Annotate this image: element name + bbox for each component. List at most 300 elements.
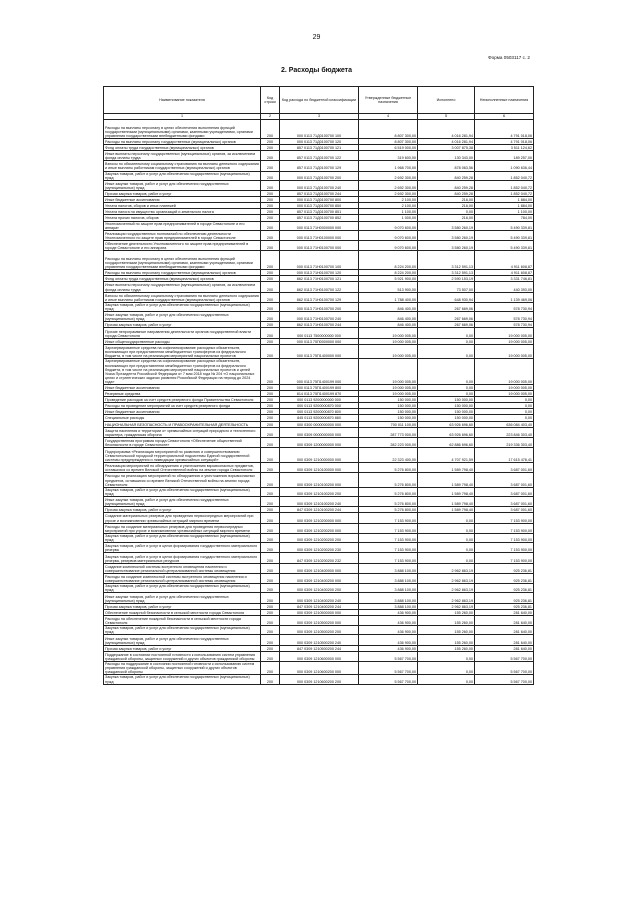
row-approved: 150 000,00 <box>359 415 418 421</box>
row-executed: 0,00 <box>418 359 475 385</box>
row-name: Иные выплаты персоналу государственных (муниципальных) органов, за исключением фонда оплаты труда <box>104 150 261 160</box>
row-name: Реализация государственных полномочий по обеспечению деятельности Уполномоченного по защите прав предпринимателей в городе Севастополе <box>104 230 261 240</box>
table-row <box>104 662 534 675</box>
table-row <box>104 230 534 240</box>
row-unexecuted: 19 000 005,00 <box>475 359 534 385</box>
row-name: Расходы на проведение мероприятий за счет средств резервного фонда <box>104 403 261 409</box>
row-line-code: 200 <box>261 209 280 215</box>
row-unexecuted: 0,00 <box>475 397 534 403</box>
row-classification-code: 000 0113 75П1400199 000 <box>280 359 359 385</box>
row-name: Расходы на выплаты персоналу государственных (муниципальных) органов <box>104 270 261 276</box>
row-classification-code: 000 0309 1210200200 200 <box>280 533 359 542</box>
row-line-code: 200 <box>261 391 280 397</box>
row-line-code: 200 <box>261 215 280 221</box>
row-line-code: 200 <box>261 397 280 403</box>
row-name: Иные закупки товаров, работ и услуг для обеспечения государственных (муниципальных) нужд <box>104 593 261 603</box>
row-approved: 5 276 800,00 <box>359 496 418 506</box>
row-line-code: 200 <box>261 409 280 415</box>
row-line-code: 200 <box>261 344 280 359</box>
row-classification-code: 000 0309 1210500200 000 <box>280 615 359 625</box>
row-executed: 155 260,00 <box>418 645 475 651</box>
row-name: Иные закупки товаров, работ и услуг для обеспечения государственных (муниципальных) нужд <box>104 496 261 506</box>
row-name: Подпрограмма «Реализация мероприятий по развитию и совершенствованию Севастопольской городской территориальной подсистемы Единой государственной системы предупреждения и ликвидации чрезвычайных ситуаций» <box>104 448 261 463</box>
row-classification-code: 000 0309 1210400000 000 <box>280 563 359 573</box>
row-name: Расходы на выплаты персоналу государственных (муниципальных) органов <box>104 138 261 144</box>
table-row <box>104 427 534 437</box>
row-classification-code: 000 0309 1210100000 000 <box>280 462 359 472</box>
row-executed: 62 886 696,60 <box>418 437 475 447</box>
row-line-code: 200 <box>261 603 280 609</box>
row-unexecuted: 0,00 <box>475 403 534 409</box>
row-unexecuted: 578 730,94 <box>475 312 534 322</box>
row-name: Создание материальных резервов для проведения первоочередных мероприятий при угрозе и возникновении чрезвычайных ситуаций мирного времени <box>104 513 261 523</box>
row-approved: 436 900,00 <box>359 609 418 615</box>
table-row <box>104 312 534 322</box>
table-row <box>104 584 534 593</box>
row-unexecuted: 3 687 001,60 <box>475 507 534 513</box>
row-approved: 7 153 900,00 <box>359 523 418 533</box>
table-row <box>104 221 534 230</box>
row-unexecuted: 17 615 478,41 <box>475 448 534 463</box>
row-unexecuted: 1 139 469,06 <box>475 292 534 302</box>
row-executed: 3 580 260,19 <box>418 241 475 251</box>
table-row <box>104 473 534 488</box>
form-label: Форма 0503117 с. 2 <box>488 55 530 60</box>
row-approved: 8 807 300,00 <box>359 138 418 144</box>
row-name: Расходы на создание комплексной системы экстренного оповещения населения и совершенствование региональной централизованной системы оповещения <box>104 574 261 584</box>
row-classification-code: 000 0309 1210500200 200 <box>280 626 359 635</box>
row-unexecuted: 5 567 700,00 <box>475 662 534 675</box>
row-unexecuted: 1 090 636,44 <box>475 161 534 171</box>
row-executed: 1 589 798,40 <box>418 507 475 513</box>
row-classification-code: 000 0113 71Д0100700 240 <box>280 180 359 190</box>
table-row <box>104 523 534 533</box>
table-row <box>104 270 534 276</box>
row-approved: 846 400,00 <box>359 302 418 311</box>
row-executed: 63 926 696,60 <box>418 421 475 427</box>
row-line-code: 200 <box>261 593 280 603</box>
row-classification-code: 000 0113 75П1400000 000 <box>280 344 359 359</box>
row-unexecuted: 7 153 900,00 <box>475 553 534 563</box>
row-classification-code: 000 0113 71Н0100700 120 <box>280 270 359 276</box>
row-line-code: 200 <box>261 496 280 506</box>
row-approved: 1 788 400,00 <box>359 292 418 302</box>
row-unexecuted: 281 640,00 <box>475 615 534 625</box>
table-row <box>104 635 534 645</box>
row-approved: 5 567 700,00 <box>359 662 418 675</box>
row-classification-code: 000 0309 1210600000 000 <box>280 651 359 661</box>
row-unexecuted: 4 911 608,87 <box>475 251 534 270</box>
row-classification-code: 857 0113 71Д0100700 121 <box>280 144 359 150</box>
table-row <box>104 615 534 625</box>
column-number: 5 <box>418 114 475 120</box>
row-classification-code: 000 0113 9200000000 000 <box>280 397 359 403</box>
row-name: Расходы на выплаты персоналу в целях обеспечения выполнения функций государственными (муниципальными) органами, казенными учреждениями, органами управления государственными внебюджетными фондами <box>104 120 261 139</box>
row-unexecuted: 7 153 900,00 <box>475 533 534 542</box>
row-name: Иные общегосударственные расходы <box>104 338 261 344</box>
row-executed: 0,00 <box>418 553 475 563</box>
row-executed: 130 343,00 <box>418 150 475 160</box>
row-executed: 0,00 <box>418 533 475 542</box>
row-classification-code: 847 0309 1210500200 244 <box>280 645 359 651</box>
row-name: Иные бюджетные ассигнования <box>104 385 261 391</box>
header-name: Наименование показателя <box>104 87 261 114</box>
row-approved: 19 000 005,00 <box>359 338 418 344</box>
row-executed: 0,00 <box>418 209 475 215</box>
row-name: Зарезервированные средства на софинансирование расходных обязательств, возникающих при предоставлении межбюджетных трансфертов из федерального бюджета, в том числе на реализацию мероприятий национальных проектов <box>104 344 261 359</box>
row-classification-code: 000 0309 1210200000 000 <box>280 513 359 523</box>
row-line-code: 200 <box>261 270 280 276</box>
row-executed: 0,00 <box>418 543 475 553</box>
row-line-code: 200 <box>261 302 280 311</box>
row-line-code: 200 <box>261 448 280 463</box>
row-unexecuted: 4 791 018,06 <box>475 120 534 139</box>
row-approved: 436 900,00 <box>359 645 418 651</box>
row-name: Взносы по обязательному социальному страхованию на выплаты денежного содержания и иные выплаты работникам государственных (муниципальных) органов <box>105 293 259 302</box>
row-approved: 2 692 300,00 <box>359 191 418 197</box>
row-name: Защита населения и территории от чрезвычайных ситуаций природного и техногенного характера, гражданская оборона <box>104 427 261 437</box>
row-approved: 2 100,00 <box>359 197 418 203</box>
table-row <box>104 593 534 603</box>
row-unexecuted: 925 236,81 <box>475 574 534 584</box>
row-executed: 878 063,56 <box>418 161 475 171</box>
row-approved: 5 921 900,00 <box>359 276 418 282</box>
table-row <box>104 533 534 542</box>
row-unexecuted: 1 852 040,72 <box>475 171 534 180</box>
row-unexecuted: 281 640,00 <box>475 635 534 645</box>
row-classification-code: 000 0309 1210500200 240 <box>280 635 359 645</box>
row-classification-code: 000 0309 1210100200 000 <box>280 473 359 488</box>
row-approved: 150 000,00 <box>359 403 418 409</box>
row-name: Обеспечение деятельности Уполномоченного по защите прав предпринимателей в городе Севастополе и его аппарата <box>104 241 261 251</box>
row-executed: 267 669,06 <box>418 302 475 311</box>
row-executed: 1 589 798,40 <box>418 487 475 496</box>
table-row <box>104 171 534 180</box>
table-row <box>104 397 534 403</box>
row-line-code: 200 <box>261 415 280 421</box>
row-line-code: 200 <box>261 437 280 447</box>
row-classification-code: 000 0309 1210600200 000 <box>280 662 359 675</box>
row-classification-code: 000 0309 1210400200 000 <box>280 574 359 584</box>
row-unexecuted: 7 153 900,00 <box>475 523 534 533</box>
row-unexecuted: 7 153 900,00 <box>475 543 534 553</box>
row-line-code: 200 <box>261 338 280 344</box>
row-name: Закупка товаров, работ и услуг для обеспечения государственных (муниципальных) нужд <box>104 302 261 311</box>
table-row <box>104 209 534 215</box>
budget-expenses-table <box>103 86 534 685</box>
table-row <box>104 328 534 338</box>
row-name: Прочая закупка товаров, работ и услуг <box>104 507 261 513</box>
table-row <box>104 302 534 311</box>
column-number: 3 <box>280 114 359 120</box>
table-row <box>104 645 534 651</box>
row-executed: 0,00 <box>418 385 475 391</box>
row-line-code: 200 <box>261 615 280 625</box>
row-line-code: 200 <box>261 574 280 584</box>
row-executed: 3 007 875,38 <box>418 144 475 150</box>
row-name: Расходы на реализацию мероприятий по обнаружению и уничтожению взрывоопасных предметов, оставшихся со времен Великой Отечественной войны на землях города Севастополя <box>104 473 261 488</box>
row-unexecuted: 281 640,00 <box>475 609 534 615</box>
row-approved: 5 276 800,00 <box>359 462 418 472</box>
row-line-code: 200 <box>261 312 280 322</box>
row-line-code: 200 <box>261 138 280 144</box>
row-unexecuted: 925 236,81 <box>475 593 534 603</box>
row-name: Закупка товаров, работ и услуг в целях формирования государственного материального резерва, резервов материальных ресурсов <box>104 553 261 563</box>
row-unexecuted: 3 687 001,60 <box>475 462 534 472</box>
row-classification-code: 000 0309 1210600200 200 <box>280 675 359 684</box>
row-executed: 840 259,28 <box>418 171 475 180</box>
row-classification-code: 000 0113 71Н0100700 100 <box>280 251 359 270</box>
header-executed: Исполнено <box>418 87 475 114</box>
row-classification-code: 000 0309 0000000000 000 <box>280 427 359 437</box>
row-executed: 0,00 <box>418 328 475 338</box>
row-line-code: 200 <box>261 221 280 230</box>
table-row <box>104 462 534 472</box>
row-unexecuted: 0,00 <box>475 409 534 415</box>
row-unexecuted: 5 490 339,81 <box>475 221 534 230</box>
row-unexecuted: 19 000 005,00 <box>475 338 534 344</box>
table-row <box>104 507 534 513</box>
row-approved: 19 000 005,00 <box>359 328 418 338</box>
row-executed: 1 589 798,40 <box>418 473 475 488</box>
row-name: Закупка товаров, работ и услуг для обеспечения государственных (муниципальных) нужд <box>104 626 261 635</box>
row-executed: 840 259,28 <box>418 191 475 197</box>
row-executed: 216,00 <box>418 197 475 203</box>
row-executed: 2 962 863,19 <box>418 574 475 584</box>
row-line-code: 200 <box>261 553 280 563</box>
row-unexecuted: 3 687 001,60 <box>475 496 534 506</box>
row-classification-code: 857 0113 71Д0100700 851 <box>280 209 359 215</box>
row-line-code: 200 <box>261 635 280 645</box>
table-body <box>104 120 534 685</box>
row-approved: 150 000,00 <box>359 397 418 403</box>
row-approved: 846 400,00 <box>359 312 418 322</box>
row-unexecuted: 223 846 303,40 <box>475 427 534 437</box>
table-row <box>104 282 534 292</box>
row-classification-code: 000 0113 9200000870 000 <box>280 403 359 409</box>
row-classification-code: 000 0309 1210400200 240 <box>280 593 359 603</box>
row-executed: 0,00 <box>418 344 475 359</box>
row-classification-code: 000 0113 71Д0100700 100 <box>280 120 359 139</box>
row-unexecuted: 925 236,81 <box>475 603 534 609</box>
row-line-code: 200 <box>261 507 280 513</box>
row-unexecuted: 19 000 005,00 <box>475 391 534 397</box>
table-row <box>104 292 534 302</box>
row-approved: 7 153 900,00 <box>359 543 418 553</box>
table-row <box>104 180 534 190</box>
row-unexecuted: 1 852 040,72 <box>475 180 534 190</box>
row-executed: 150 000,00 <box>418 409 475 415</box>
row-line-code: 200 <box>261 675 280 684</box>
row-name: Закупка товаров, работ и услуг для обеспечения государственных (муниципальных) нужд <box>104 675 261 684</box>
row-name: Уплата налога на имущество организаций и земельного налога <box>104 209 261 215</box>
row-classification-code: 862 0113 71Н0100700 122 <box>280 282 359 292</box>
row-executed: 0,00 <box>418 662 475 675</box>
row-classification-code: 862 0113 71Н0100700 121 <box>280 276 359 282</box>
row-name: Прочая закупка товаров, работ и услуг <box>104 645 261 651</box>
row-executed: 267 669,06 <box>418 322 475 328</box>
row-approved: 2 692 300,00 <box>359 171 418 180</box>
row-unexecuted: 19 000 005,00 <box>475 344 534 359</box>
row-unexecuted: 925 236,81 <box>475 584 534 593</box>
row-executed: 155 260,00 <box>418 635 475 645</box>
row-line-code: 200 <box>261 144 280 150</box>
row-executed: 2 962 863,19 <box>418 603 475 609</box>
header-approved: Утвержденные бюджетные назначения <box>359 87 418 114</box>
row-approved: 19 000 005,00 <box>359 344 418 359</box>
row-executed: 4 016 281,94 <box>418 120 475 139</box>
row-line-code: 200 <box>261 563 280 573</box>
row-name: Расходы на выплаты персоналу в целях обеспечения выполнения функций государственными (муниципальными) органами, казенными учреждениями, органами управления государственными внебюджетными фондами <box>104 251 261 270</box>
row-unexecuted: 5 490 339,81 <box>475 241 534 251</box>
row-unexecuted: 19 000 005,00 <box>475 328 534 338</box>
row-approved: 22 323 400,00 <box>359 448 418 463</box>
row-line-code: 200 <box>261 427 280 437</box>
row-approved: 319 600,00 <box>359 150 418 160</box>
row-unexecuted: 1 100,00 <box>475 209 534 215</box>
row-name: Резервные средства <box>104 391 261 397</box>
row-classification-code: 000 0113 71Н0100000 000 <box>280 230 359 240</box>
row-name: Прочая закупка товаров, работ и услуг <box>104 603 261 609</box>
row-unexecuted: 189 257,00 <box>475 150 534 160</box>
row-executed: 648 930,94 <box>418 292 475 302</box>
row-name: Зарезервированные средства на софинансирование расходных обязательств, возникающих при предоставлении межбюджетных трансфертов из федерального бюджета, в том числе на реализацию мероприятий национальных проектов и целей Указа Президента Российской Федерации от 7 мая 2018 года № 204 «О национальных целях и стратегических задачах развития Российской Федерации на период до 2024 года» <box>104 359 261 385</box>
row-name: Взносы по обязательному социальному страхованию на выплаты денежного содержания и иные выплаты работникам государственных (муниципальных) органов <box>105 162 259 171</box>
row-executed: 63 926 696,60 <box>418 427 475 437</box>
row-classification-code: 845 0113 9200000870 880 <box>280 415 359 421</box>
row-executed: 3 580 260,19 <box>418 230 475 240</box>
row-name: Иные закупки товаров, работ и услуг для обеспечения государственных (муниципальных) нужд <box>104 180 261 190</box>
row-executed: 1 589 798,40 <box>418 462 475 472</box>
row-approved: 8 224 200,00 <box>359 251 418 270</box>
row-unexecuted: 5 567 700,00 <box>475 675 534 684</box>
row-line-code: 200 <box>261 609 280 615</box>
row-name: Иные выплаты персоналу государственных (муниципальных) органов, за исключением фонда оплаты труда <box>104 282 261 292</box>
row-classification-code: 847 0309 1210100200 244 <box>280 507 359 513</box>
row-line-code: 200 <box>261 421 280 427</box>
table-row <box>104 359 534 385</box>
row-line-code: 200 <box>261 251 280 270</box>
row-classification-code: 000 0309 1210500000 000 <box>280 609 359 615</box>
row-approved: 9 070 600,00 <box>359 230 418 240</box>
row-classification-code: 847 0309 1210200200 232 <box>280 553 359 563</box>
row-approved: 3 888 100,00 <box>359 574 418 584</box>
row-line-code: 200 <box>261 171 280 180</box>
row-name: Иные бюджетные ассигнования <box>104 409 261 415</box>
column-number: 6 <box>475 114 534 120</box>
row-line-code: 200 <box>261 651 280 661</box>
table-row <box>104 322 534 328</box>
row-approved: 9 070 600,00 <box>359 241 418 251</box>
row-unexecuted: 5 567 700,00 <box>475 651 534 661</box>
row-unexecuted: 0,00 <box>475 415 534 421</box>
table-row <box>104 574 534 584</box>
row-unexecuted: 7 153 900,00 <box>475 513 534 523</box>
row-approved: 1 100,00 <box>359 209 418 215</box>
row-executed: 155 260,00 <box>418 615 475 625</box>
row-executed: 2 962 863,19 <box>418 563 475 573</box>
row-executed: 216,00 <box>418 215 475 221</box>
row-executed: 2 962 863,19 <box>418 584 475 593</box>
row-approved: 287 773 000,00 <box>359 427 418 437</box>
row-name: Закупка товаров, работ и услуг для обеспечения государственных (муниципальных) нужд <box>104 171 261 180</box>
row-approved: 282 223 000,00 <box>359 437 418 447</box>
row-name: Обеспечение пожарной безопасности в сельской местности города Севастополя <box>104 609 261 615</box>
row-name: Закупка товаров, работ и услуг для обеспечения государственных (муниципальных) нужд <box>104 533 261 542</box>
table-row <box>104 251 534 270</box>
row-executed: 0,00 <box>418 338 475 344</box>
row-executed: 3 580 260,19 <box>418 221 475 230</box>
row-approved: 436 900,00 <box>359 626 418 635</box>
row-line-code: 200 <box>261 385 280 391</box>
row-unexecuted: 3 331 746,81 <box>475 276 534 282</box>
row-approved: 6 519 000,00 <box>359 144 418 150</box>
row-name: Уплата налогов, сборов и иных платежей <box>104 203 261 209</box>
row-line-code: 200 <box>261 191 280 197</box>
row-line-code: 200 <box>261 645 280 651</box>
row-executed: 155 260,00 <box>418 609 475 615</box>
row-unexecuted: 578 730,94 <box>475 322 534 328</box>
row-unexecuted: 3 687 001,60 <box>475 473 534 488</box>
table-row <box>104 161 534 171</box>
row-name: Прочая закупка товаров, работ и услуг <box>104 322 261 328</box>
row-unexecuted: 281 640,00 <box>475 626 534 635</box>
row-name: Расходы на обеспечение пожарной безопасности в сельской местности города Севастополя <box>104 615 261 625</box>
table-row <box>104 421 534 427</box>
table-row <box>104 403 534 409</box>
row-approved: 2 100,00 <box>359 203 418 209</box>
row-approved: 2 692 300,00 <box>359 180 418 190</box>
row-unexecuted: 578 730,94 <box>475 302 534 311</box>
row-line-code: 200 <box>261 203 280 209</box>
row-classification-code: 000 0309 1210200200 000 <box>280 523 359 533</box>
row-line-code: 200 <box>261 543 280 553</box>
row-name: НАЦИОНАЛЬНАЯ БЕЗОПАСНОСТЬ И ПРАВООХРАНИТЕЛЬНАЯ ДЕЯТЕЛЬНОСТЬ <box>104 421 261 427</box>
row-approved: 3 888 100,00 <box>359 584 418 593</box>
row-approved: 513 900,00 <box>359 282 418 292</box>
row-classification-code: 000 0309 1210000000 000 <box>280 448 359 463</box>
row-classification-code: 862 0113 71Н0100700 244 <box>280 322 359 328</box>
row-line-code: 200 <box>261 276 280 282</box>
row-approved: 7 153 900,00 <box>359 533 418 542</box>
table-row <box>104 553 534 563</box>
row-classification-code: 857 0113 71Д0100700 852 <box>280 215 359 221</box>
row-executed: 2 590 153,19 <box>418 276 475 282</box>
row-name: Расходы на поддержание в состоянии постоянной готовности к использованию систем управления гражданской обороны, защитных сооружений и других объектов гражданской обороны <box>104 662 261 675</box>
row-approved: 5 276 800,00 <box>359 487 418 496</box>
row-approved: 700 011 100,00 <box>359 421 418 427</box>
table-row <box>104 626 534 635</box>
table-row <box>104 144 534 150</box>
row-classification-code: 000 0309 1210200200 230 <box>280 543 359 553</box>
row-unexecuted: 3 687 001,60 <box>475 487 534 496</box>
row-name: Расходы на создание материальных резервов для проведения первоочередных мероприятий при угрозе и возникновении чрезвычайных ситуаций мирного времени <box>104 523 261 533</box>
table-row <box>104 563 534 573</box>
row-line-code: 200 <box>261 662 280 675</box>
row-name: Иные закупки товаров, работ и услуг для обеспечения государственных (муниципальных) нужд <box>104 635 261 645</box>
row-name: Реализация мероприятий по обнаружению и уничтожению взрывоопасных предметов, оставшихся со времен Великой Отечественной войны на землях города Севастополя <box>104 462 261 472</box>
row-approved: 5 567 700,00 <box>359 651 418 661</box>
row-approved: 8 807 300,00 <box>359 120 418 139</box>
row-name: Прочие непрограммные направления деятельности органов государственной власти города Севастополя <box>104 328 261 338</box>
row-approved: 846 400,00 <box>359 322 418 328</box>
row-line-code: 200 <box>261 523 280 533</box>
row-approved: 19 000 005,00 <box>359 391 418 397</box>
row-unexecuted: 281 640,00 <box>475 645 534 651</box>
row-unexecuted: 219 336 303,40 <box>475 437 534 447</box>
table-row <box>104 513 534 523</box>
header-classification-code: Код расхода по бюджетной классификации <box>280 87 359 114</box>
